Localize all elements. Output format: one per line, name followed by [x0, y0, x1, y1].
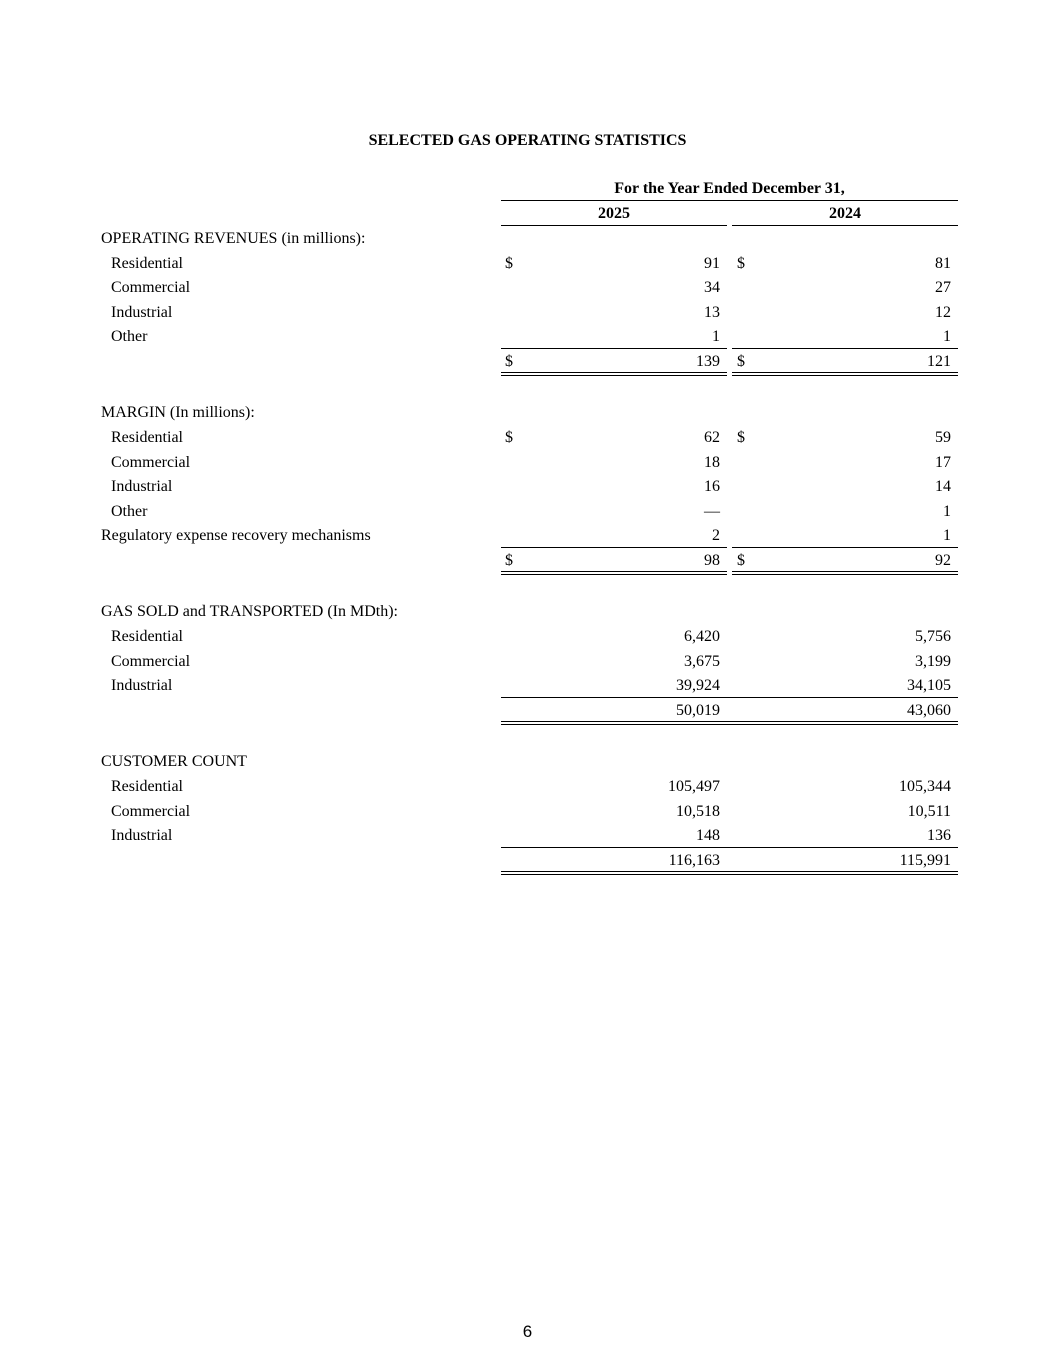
total-double-rule: [501, 871, 958, 875]
value-2024: 3,199: [915, 653, 951, 670]
row-label: Residential: [111, 255, 183, 272]
value-2024: 17: [935, 454, 951, 471]
section-heading: GAS SOLD and TRANSPORTED (In MDth):: [101, 603, 398, 620]
row-label: Industrial: [111, 304, 173, 321]
table-row: [0, 653, 1055, 677]
value-2025: 10,518: [676, 803, 720, 820]
row-label: Residential: [111, 628, 183, 645]
value-2025: 1: [712, 328, 720, 345]
value-2024: 27: [935, 279, 951, 296]
value-2025: 105,497: [668, 778, 720, 795]
subtotal-rule: [501, 348, 727, 349]
table-row: [0, 503, 1055, 527]
currency-symbol: $: [737, 552, 745, 569]
value-2024: 105,344: [899, 778, 951, 795]
row-label: Industrial: [111, 827, 173, 844]
row-label: Commercial: [111, 653, 191, 670]
row-label: Other: [111, 328, 148, 345]
table-row: [0, 454, 1055, 478]
total-2025: 139: [696, 353, 720, 370]
value-2024: 1: [943, 503, 951, 520]
value-2024: 10,511: [907, 803, 951, 820]
subtotal-rule: [732, 348, 958, 349]
currency-symbol: $: [505, 552, 513, 569]
total-double-rule: [501, 372, 727, 376]
section-heading: MARGIN (In millions):: [101, 404, 255, 421]
total-2025: 98: [704, 552, 720, 569]
value-2025: 39,924: [676, 677, 720, 694]
value-2024: 5,756: [915, 628, 951, 645]
section-heading-revenues: [0, 230, 1055, 254]
value-2025: 6,420: [684, 628, 720, 645]
row-label: Commercial: [111, 454, 191, 471]
period-header: For the Year Ended December 31,: [501, 180, 958, 201]
value-2024: 1: [943, 527, 951, 544]
total-double-rule: [732, 372, 958, 376]
section-heading-margin: [0, 404, 1055, 428]
year-header-2025: 2025: [501, 205, 727, 226]
total-2024: 115,991: [899, 852, 951, 869]
value-2025: 148: [696, 827, 720, 844]
table-row: [0, 304, 1055, 328]
subtotal-rule: [501, 547, 727, 548]
value-2025: 34: [704, 279, 720, 296]
subtotal-rule: [501, 847, 958, 848]
subtotal-rule: [501, 697, 958, 698]
value-2024: 34,105: [907, 677, 951, 694]
value-2025: 91: [704, 255, 720, 272]
row-label: Residential: [111, 429, 183, 446]
value-2024: 81: [935, 255, 951, 272]
table-row: [0, 803, 1055, 827]
value-2024: 59: [935, 429, 951, 446]
value-2024: 1: [943, 328, 951, 345]
value-2024: 136: [927, 827, 951, 844]
value-2024: 12: [935, 304, 951, 321]
table-row: [0, 429, 1055, 453]
section-heading-gas-sold: [0, 603, 1055, 627]
total-double-rule: [501, 571, 727, 575]
total-2025: 50,019: [676, 702, 720, 719]
section-heading: CUSTOMER COUNT: [101, 753, 247, 770]
total-2024: 92: [935, 552, 951, 569]
value-2025: —: [704, 503, 720, 520]
row-label: Regulatory expense recovery mechanisms: [101, 527, 371, 544]
row-label: Commercial: [111, 279, 191, 296]
row-label: Industrial: [111, 677, 173, 694]
total-2024: 121: [927, 353, 951, 370]
value-2025: 3,675: [684, 653, 720, 670]
currency-symbol: $: [737, 353, 745, 370]
table-row: [0, 279, 1055, 303]
total-2024: 43,060: [907, 702, 951, 719]
value-2025: 18: [704, 454, 720, 471]
row-label: Industrial: [111, 478, 173, 495]
row-label: Residential: [111, 778, 183, 795]
page-number: 6: [522, 1322, 533, 1341]
value-2025: 13: [704, 304, 720, 321]
section-heading-customers: [0, 753, 1055, 777]
value-2025: 2: [712, 527, 720, 544]
page-title: SELECTED GAS OPERATING STATISTICS: [368, 132, 687, 149]
subtotal-rule: [732, 547, 958, 548]
section-heading: OPERATING REVENUES (in millions):: [101, 230, 366, 247]
year-header-2024: 2024: [732, 205, 958, 226]
row-label: Other: [111, 503, 148, 520]
total-double-rule: [501, 721, 958, 725]
table-row: [0, 255, 1055, 279]
value-2025: 16: [704, 478, 720, 495]
table-row: [0, 628, 1055, 652]
currency-symbol: $: [505, 255, 513, 272]
table-row: [0, 778, 1055, 802]
total-double-rule: [732, 571, 958, 575]
row-label: Commercial: [111, 803, 191, 820]
value-2025: 62: [704, 429, 720, 446]
currency-symbol: $: [737, 429, 745, 446]
currency-symbol: $: [737, 255, 745, 272]
table-row: [0, 478, 1055, 502]
total-2025: 116,163: [668, 852, 720, 869]
currency-symbol: $: [505, 353, 513, 370]
value-2024: 14: [935, 478, 951, 495]
currency-symbol: $: [505, 429, 513, 446]
